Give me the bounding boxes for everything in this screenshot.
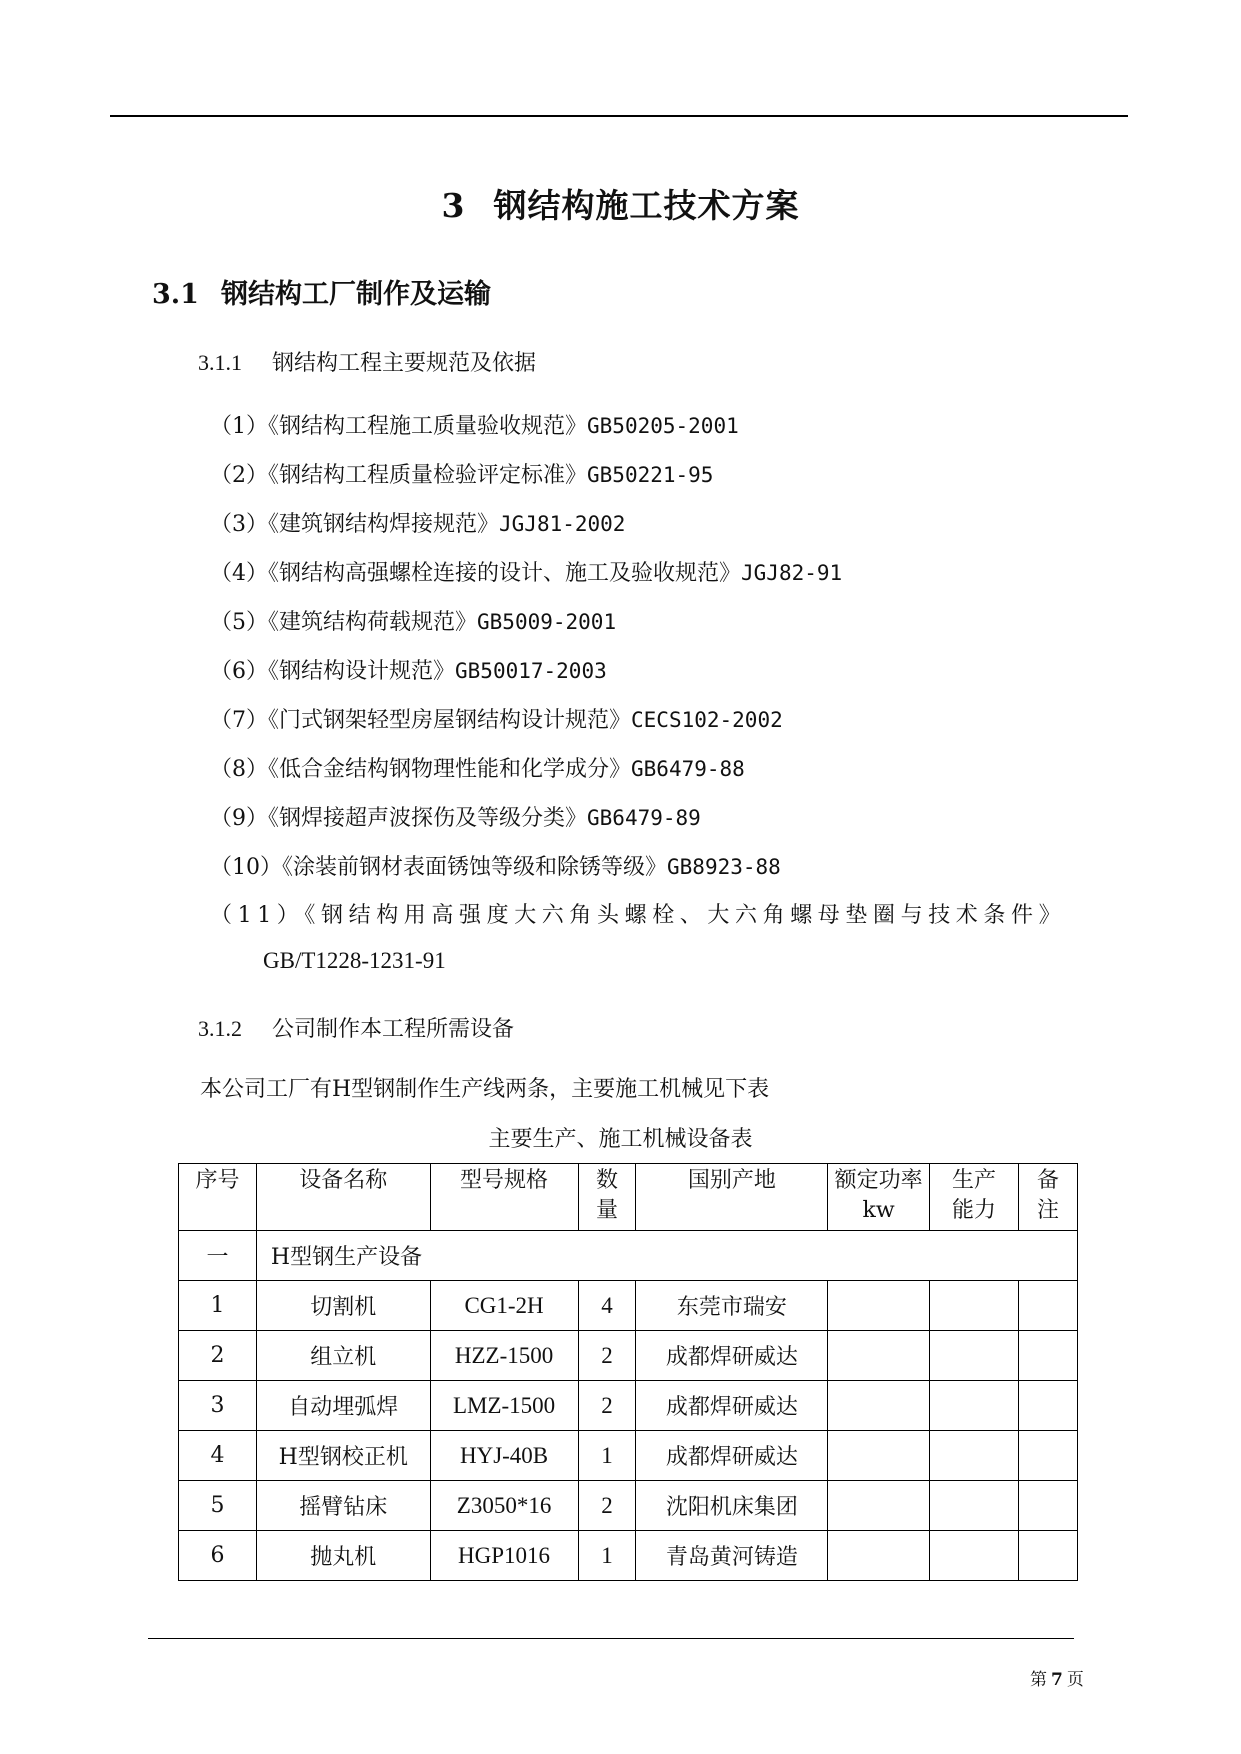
- standard-name: 《钢结构高强螺栓连接的设计、施工及验收规范》: [268, 561, 742, 586]
- standard-code: GB50221-95: [587, 463, 714, 487]
- chapter-title-text: 钢结构施工技术方案: [493, 186, 800, 225]
- page-prefix: 第: [1030, 1670, 1047, 1690]
- header-cell: 备注: [1018, 1164, 1077, 1231]
- intro-paragraph: 本公司工厂有H型钢制作生产线两条，主要施工机械见下表: [200, 1077, 770, 1102]
- standard-item: [210, 653, 1110, 702]
- equipment-table: [178, 1163, 1078, 1581]
- table-caption: 主要生产、施工机械设备表: [488, 1127, 753, 1152]
- table-row: [179, 1431, 1078, 1481]
- standard-name: 《涂装前钢材表面锈蚀等级和除锈等级》: [282, 855, 668, 880]
- table-group-row: [179, 1231, 1078, 1281]
- cell-name: H型钢校正机: [256, 1431, 430, 1481]
- standards-list: [210, 408, 1110, 947]
- subsection-title: 公司制作本工程所需设备: [272, 1017, 515, 1042]
- standard-index: （6）: [210, 659, 268, 684]
- standard-name: 《门式钢架轻型房屋钢结构设计规范》: [268, 708, 632, 733]
- table-row: [179, 1481, 1078, 1531]
- cell-no: 1: [179, 1281, 257, 1331]
- table-header-row: [179, 1164, 1078, 1231]
- cell-origin: 成都焊研威达: [636, 1331, 828, 1381]
- standard-index: （11）: [210, 903, 305, 928]
- cell-power: [828, 1531, 930, 1581]
- header-cell: 序号: [179, 1164, 257, 1231]
- page-suffix: 页: [1066, 1670, 1084, 1690]
- footer-rule: [148, 1638, 1074, 1639]
- standard-index: （1）: [210, 414, 268, 439]
- cell-capacity: [930, 1431, 1019, 1481]
- cell-model: HZZ-1500: [430, 1331, 578, 1381]
- group-index: 一: [179, 1231, 257, 1281]
- standard-code: JGJ82-91: [741, 561, 843, 585]
- standard-item: [210, 506, 1110, 555]
- standard-name: 《钢结构用高强度大六角头螺栓、大六角螺母垫圈与技术条件》: [304, 903, 1067, 928]
- cell-model: LMZ-1500: [430, 1381, 578, 1431]
- subsection-number: 3.1.2: [198, 1016, 242, 1041]
- cell-name: 摇臂钻床: [256, 1481, 430, 1531]
- table-row: [179, 1331, 1078, 1381]
- cell-origin: 青岛黄河铸造: [636, 1531, 828, 1581]
- cell-qty: 1: [578, 1531, 636, 1581]
- header-rule: [110, 115, 1128, 117]
- cell-note: [1018, 1481, 1077, 1531]
- cell-qty: 2: [578, 1381, 636, 1431]
- cell-origin: 沈阳机床集团: [636, 1481, 828, 1531]
- standard-code: GB8923-88: [667, 855, 781, 879]
- standard-code: GB6479-89: [587, 806, 701, 830]
- cell-power: [828, 1331, 930, 1381]
- standard-index: （5）: [210, 610, 268, 635]
- cell-no: 5: [179, 1481, 257, 1531]
- standard-name: 《钢结构工程施工质量验收规范》: [268, 414, 588, 439]
- cell-capacity: [930, 1531, 1019, 1581]
- standard-index: （7）: [210, 708, 268, 733]
- standard-11-code: GB/T1228-1231-91: [263, 948, 446, 973]
- cell-capacity: [930, 1281, 1019, 1331]
- table-row: [179, 1281, 1078, 1331]
- cell-note: [1018, 1431, 1077, 1481]
- cell-capacity: [930, 1381, 1019, 1431]
- standard-code: JGJ81-2002: [499, 512, 626, 536]
- chapter-number: 3: [441, 186, 466, 225]
- cell-qty: 2: [578, 1331, 636, 1381]
- standard-item: [210, 800, 1110, 849]
- cell-no: 6: [179, 1531, 257, 1581]
- cell-origin: 成都焊研威达: [636, 1431, 828, 1481]
- chapter-title: [0, 180, 1241, 227]
- header-cell: 生产能力: [930, 1164, 1019, 1231]
- standard-item: [210, 702, 1110, 751]
- subsection-heading: [198, 346, 536, 377]
- subsection-heading: [198, 1012, 514, 1043]
- standard-index: （3）: [210, 512, 268, 537]
- standard-code: GB50205-2001: [587, 414, 739, 438]
- group-name: H型钢生产设备: [256, 1231, 1077, 1281]
- header-cell: 型号规格: [430, 1164, 578, 1231]
- standard-name: 《钢焊接超声波探伤及等级分类》: [268, 806, 588, 831]
- subsection-number: 3.1.1: [198, 350, 242, 375]
- cell-name: 组立机: [256, 1331, 430, 1381]
- cell-no: 2: [179, 1331, 257, 1381]
- cell-name: 自动埋弧焊: [256, 1381, 430, 1431]
- standard-item: [210, 457, 1110, 506]
- page-number-value: 7: [1051, 1670, 1063, 1690]
- header-cell: 额定功率kw: [828, 1164, 930, 1231]
- cell-name: 抛丸机: [256, 1531, 430, 1581]
- cell-model: HYJ-40B: [430, 1431, 578, 1481]
- cell-no: 3: [179, 1381, 257, 1431]
- cell-origin: 成都焊研威达: [636, 1381, 828, 1431]
- standard-index: （8）: [210, 757, 268, 782]
- cell-power: [828, 1381, 930, 1431]
- cell-qty: 4: [578, 1281, 636, 1331]
- standard-code: GB6479-88: [631, 757, 745, 781]
- cell-origin: 东莞市瑞安: [636, 1281, 828, 1331]
- section-title: [152, 272, 491, 311]
- standard-item: [210, 408, 1110, 457]
- cell-power: [828, 1281, 930, 1331]
- cell-note: [1018, 1331, 1077, 1381]
- table-row: [179, 1381, 1078, 1431]
- cell-name: 切割机: [256, 1281, 430, 1331]
- standard-item: [210, 849, 1110, 898]
- standard-index: （9）: [210, 806, 268, 831]
- section-title-text: 钢结构工厂制作及运输: [220, 279, 491, 310]
- standard-name: 《建筑钢结构焊接规范》: [268, 512, 500, 537]
- standard-code: CECS102-2002: [631, 708, 783, 732]
- standard-name: 《建筑结构荷载规范》: [268, 610, 478, 635]
- cell-capacity: [930, 1481, 1019, 1531]
- cell-power: [828, 1431, 930, 1481]
- standard-index: （4）: [210, 561, 268, 586]
- standard-code: GB50017-2003: [455, 659, 607, 683]
- standard-index: （10）: [210, 855, 282, 880]
- section-number: 3.1: [152, 279, 199, 310]
- cell-no: 4: [179, 1431, 257, 1481]
- header-cell: 国别产地: [636, 1164, 828, 1231]
- standard-item: [210, 898, 1110, 947]
- standard-code: GB5009-2001: [477, 610, 617, 634]
- cell-qty: 2: [578, 1481, 636, 1531]
- cell-qty: 1: [578, 1431, 636, 1481]
- standard-name: 《钢结构工程质量检验评定标准》: [268, 463, 588, 488]
- cell-model: Z3050*16: [430, 1481, 578, 1531]
- header-cell: 设备名称: [256, 1164, 430, 1231]
- standard-name: 《钢结构设计规范》: [268, 659, 456, 684]
- cell-capacity: [930, 1331, 1019, 1381]
- standard-item: [210, 751, 1110, 800]
- subsection-title: 钢结构工程主要规范及依据: [272, 351, 537, 376]
- page-number: [1030, 1665, 1084, 1690]
- header-cell: 数量: [578, 1164, 636, 1231]
- cell-model: HGP1016: [430, 1531, 578, 1581]
- standard-index: （2）: [210, 463, 268, 488]
- cell-note: [1018, 1531, 1077, 1581]
- cell-note: [1018, 1381, 1077, 1431]
- cell-model: CG1-2H: [430, 1281, 578, 1331]
- table-row: [179, 1531, 1078, 1581]
- cell-note: [1018, 1281, 1077, 1331]
- standard-item: [210, 604, 1110, 653]
- cell-power: [828, 1481, 930, 1531]
- standard-item: [210, 555, 1110, 604]
- standard-name: 《低合金结构钢物理性能和化学成分》: [268, 757, 632, 782]
